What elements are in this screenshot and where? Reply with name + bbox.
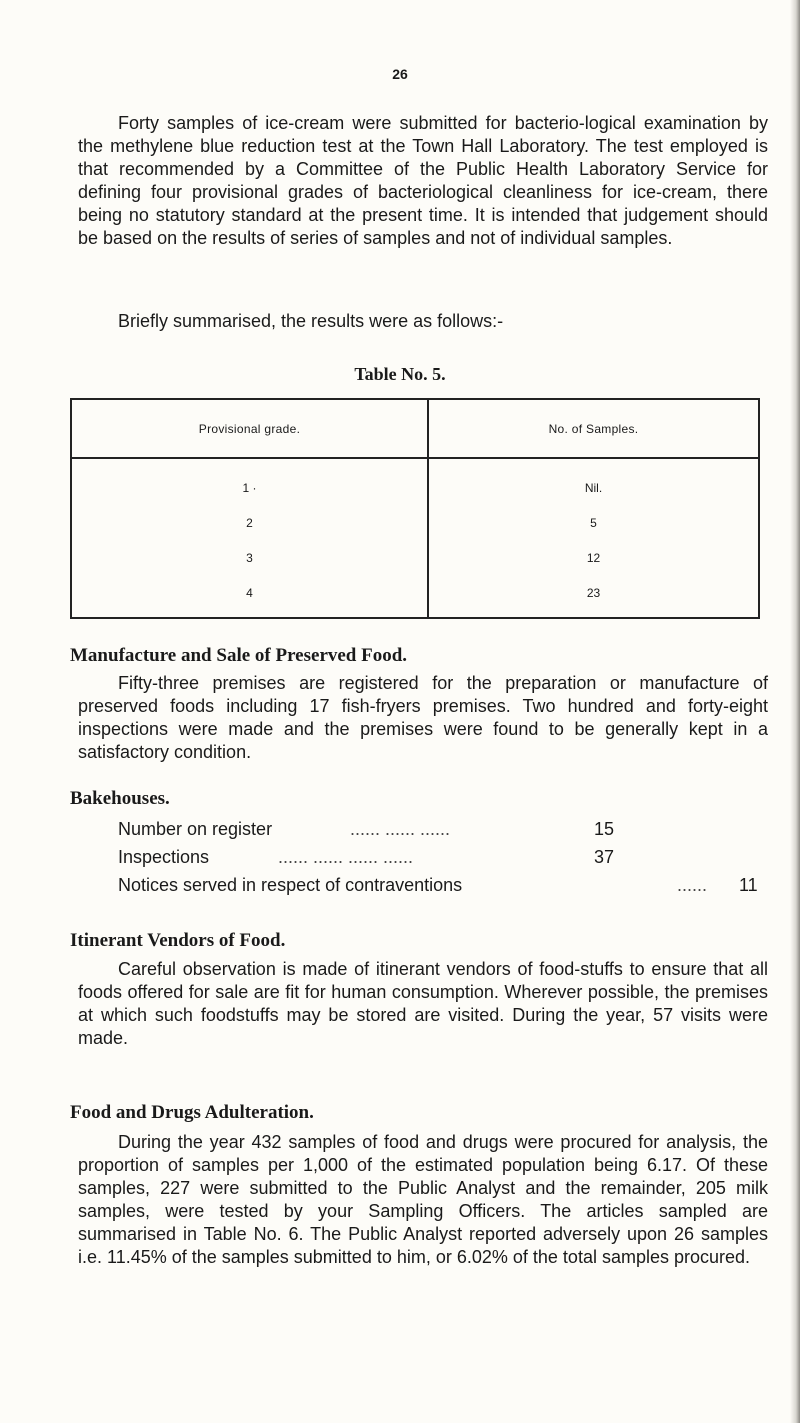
itinerant-text: Careful observation is made of itinerant vendors of food-stuffs to ensure that all foods offered for sale are fit for human consumption. Wherever possible, the premises at which such foodstuffs may be stored are visited. During the year, 57 visits were made.: [78, 959, 768, 1048]
itinerant-paragraph: [78, 958, 768, 1050]
bakehouse-item-register: [118, 818, 615, 841]
leader-dots: ...... ...... ...... ......: [278, 847, 414, 867]
table-5: [70, 398, 760, 619]
intro-paragraph-2-text: Briefly summarised, the results were as follows:-: [118, 311, 504, 331]
bakehouse-item-value: 15: [594, 819, 615, 839]
table-5-caption: Table No. 5.: [354, 364, 446, 384]
preserved-food-heading: Manufacture and Sale of Preserved Food.: [70, 645, 408, 666]
bakehouses-heading: Bakehouses.: [70, 788, 170, 809]
table-row: [71, 540, 759, 575]
samples-cell: 5: [428, 505, 759, 540]
grade-cell: 3: [71, 540, 428, 575]
table-row: [71, 505, 759, 540]
bakehouse-item-inspections: [118, 846, 615, 869]
adulteration-text: During the year 432 samples of food and drugs were procured for analysis, the proportion of samples per 1,000 of the estimated population being 6.17. Of these samples, 227 were submitted to the Public Analyst and the remainder, 205 milk samples, were tested by your Sampling Officers. The articles sampled are summarised in Table No. 6. The Public Analyst reported adversely upon 26 samples i.e. 11.45% of the samples submitted to him, or 6.02% of the total samples procured.: [78, 1132, 768, 1267]
adulteration-paragraph: [78, 1131, 768, 1269]
bakehouse-item-label: Notices served in respect of contraventions: [118, 875, 463, 895]
samples-cell: 12: [428, 540, 759, 575]
bakehouse-item-value: 37: [594, 847, 615, 867]
adulteration-heading: Food and Drugs Adulteration.: [70, 1102, 314, 1123]
table-header-row: [71, 399, 759, 458]
bakehouse-item-notices: [118, 874, 758, 897]
samples-cell: Nil.: [428, 458, 759, 505]
column-header-samples: No. of Samples.: [428, 399, 759, 458]
intro-paragraph-1-text: Forty samples of ice-cream were submitted for bacterio-logical examination by the methylene blue reduction test at the Town Hall Laboratory. The test employed is that recommended by a Committee of the Public Health Laboratory Service for defining four provisional grades of bacteriological cleanliness for ice-cream, there being no statutory standard at the present time. It is intended that judgement should be based on the results of series of samples and not of individual samples.: [78, 113, 768, 248]
preserved-food-text: Fifty-three premises are registered for the preparation or manufacture of preserved foods including 17 fish-fryers premises. Two hundred and forty-eight inspections were made and the premises were found to be generally kept in a satisfactory condition.: [78, 673, 768, 762]
grade-cell: 1 ·: [71, 458, 428, 505]
intro-paragraph-1: [78, 112, 768, 250]
bakehouse-item-label: Inspections: [118, 847, 210, 867]
leader-dots: ......: [677, 875, 708, 895]
grade-cell: 2: [71, 505, 428, 540]
bakehouse-item-label: Number on register: [118, 819, 273, 839]
intro-paragraph-2: [78, 310, 768, 333]
table-row: [71, 575, 759, 618]
page-edge-shadow: [790, 0, 800, 1423]
table-row: [71, 458, 759, 505]
grade-cell: 4: [71, 575, 428, 618]
samples-cell: 23: [428, 575, 759, 618]
leader-dots: ...... ...... ......: [350, 819, 451, 839]
bakehouse-item-value: 11: [739, 875, 758, 895]
itinerant-heading: Itinerant Vendors of Food.: [70, 930, 286, 951]
page-number: 26: [392, 66, 408, 82]
preserved-food-paragraph: [78, 672, 768, 764]
column-header-grade: Provisional grade.: [71, 399, 428, 458]
